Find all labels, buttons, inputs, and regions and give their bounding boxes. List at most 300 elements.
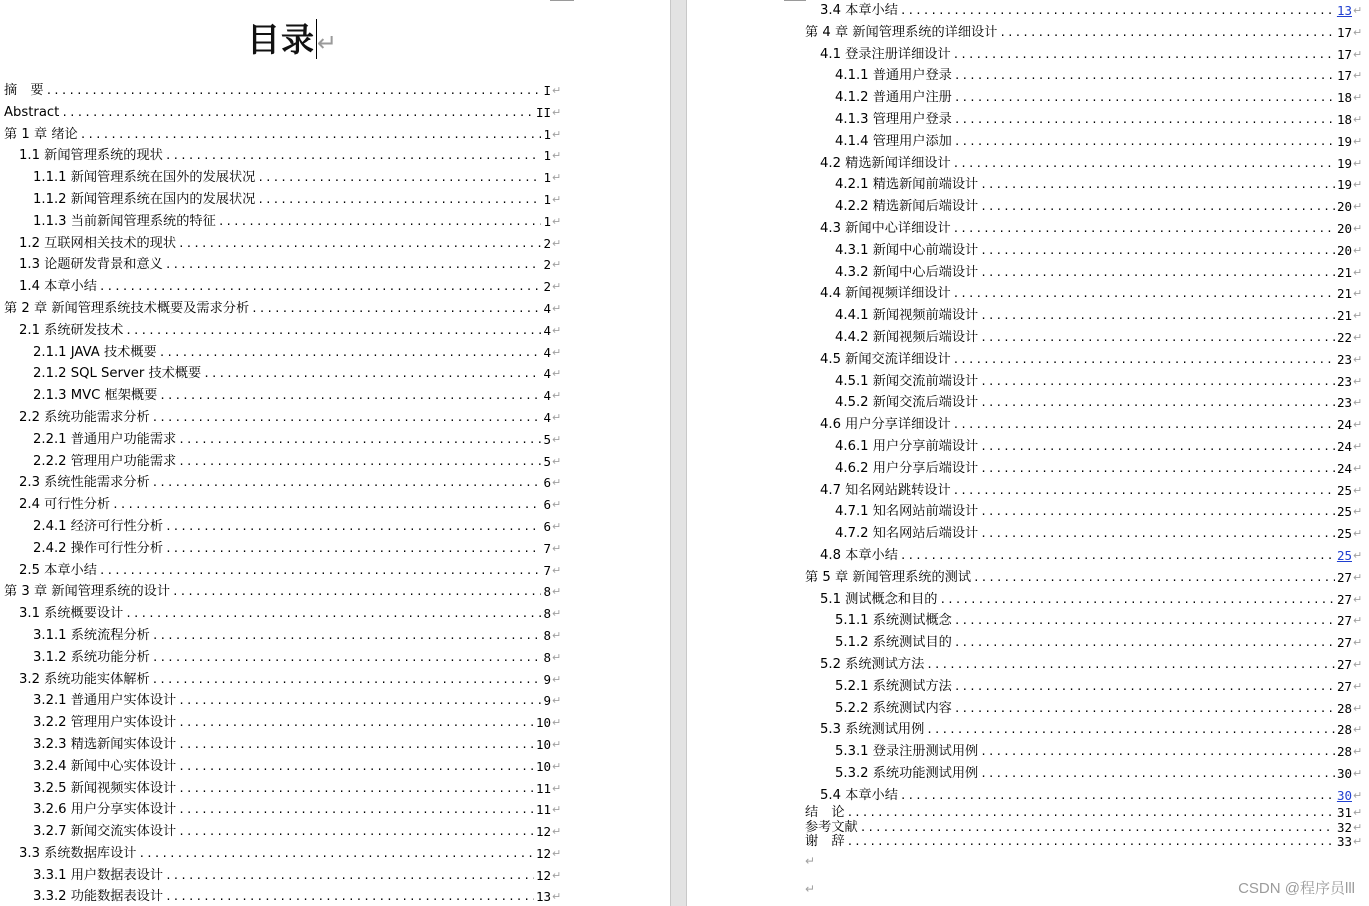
toc-entry[interactable]	[687, 196, 1369, 218]
toc-entry[interactable]	[687, 806, 1369, 820]
toc-entry-label: 2.2.1 普通用户功能需求	[33, 431, 177, 447]
paragraph-mark: ↵	[317, 29, 339, 57]
document-page-right[interactable]	[687, 0, 1369, 906]
toc-title[interactable]	[247, 14, 338, 61]
toc-page-number: 24	[1336, 460, 1352, 476]
paragraph-mark: ↵	[552, 476, 562, 490]
paragraph-mark: ↵	[1353, 47, 1363, 61]
toc-page-number: 2	[543, 235, 551, 251]
toc-entry-label: 1.1 新闻管理系统的现状	[19, 148, 163, 164]
toc-entry[interactable]	[0, 342, 670, 364]
toc-entry[interactable]	[0, 603, 670, 625]
paragraph-mark: ↵	[1353, 4, 1363, 17]
paragraph-mark: ↵	[552, 105, 562, 119]
toc-entry[interactable]	[687, 610, 1369, 632]
paragraph-mark: ↵	[552, 301, 562, 315]
toc-entry[interactable]	[0, 80, 670, 102]
toc-leader-dots	[954, 109, 1335, 131]
paragraph-mark: ↵	[1353, 570, 1363, 584]
toc-entry[interactable]	[687, 153, 1369, 175]
toc-leader-dots	[99, 276, 542, 298]
toc-entry[interactable]	[687, 283, 1369, 305]
toc-page-number: 20	[1336, 242, 1352, 258]
toc-entry-label: 2.4 可行性分析	[19, 497, 111, 513]
toc-entry-label: 4.2 精选新闻详细设计	[820, 155, 951, 171]
toc-entry[interactable]	[687, 436, 1369, 458]
toc-entry[interactable]	[0, 669, 670, 691]
paragraph-mark: ↵	[805, 854, 816, 868]
toc-entry[interactable]	[0, 102, 670, 124]
paragraph-mark: ↵	[1353, 178, 1363, 192]
toc-entry[interactable]	[687, 131, 1369, 153]
toc-leader-dots	[980, 196, 1335, 218]
paragraph-mark: ↵	[552, 84, 562, 97]
toc-page-number: 13	[535, 889, 551, 905]
toc-leader-dots	[860, 821, 1335, 835]
toc-page-number: 6	[543, 518, 551, 534]
toc-entry[interactable]	[0, 145, 670, 167]
toc-entry-label: 4.5 新闻交流详细设计	[820, 351, 951, 367]
toc-leader-dots	[980, 458, 1335, 480]
paragraph-mark: ↵	[1353, 745, 1363, 759]
toc-entry[interactable]	[687, 501, 1369, 523]
toc-page-number: 4	[543, 388, 551, 404]
toc-entry[interactable]	[687, 0, 1369, 22]
toc-page-number: 5	[543, 453, 551, 469]
paragraph-mark: ↵	[1353, 701, 1363, 715]
toc-entry[interactable]	[0, 211, 670, 233]
toc-page-number: 20	[1336, 199, 1352, 215]
paragraph-mark: ↵	[552, 149, 562, 163]
paragraph-mark: ↵	[552, 868, 562, 882]
page-corner-mark	[550, 0, 574, 1]
toc-entry[interactable]	[0, 712, 670, 734]
toc-entry-label: 4.5.2 新闻交流后端设计	[835, 395, 979, 411]
toc-entry[interactable]	[687, 632, 1369, 654]
toc-leader-dots	[980, 763, 1335, 785]
paragraph-mark: ↵	[1353, 69, 1363, 83]
paragraph-mark: ↵	[552, 585, 562, 599]
toc-entry-label: 5.2.1 系统测试方法	[835, 678, 952, 694]
toc-entry-label: 3.2.5 新闻视频实体设计	[33, 780, 177, 796]
toc-page-number: 7	[543, 562, 551, 578]
toc-page-number: 19	[1336, 177, 1352, 193]
toc-entry[interactable]	[0, 886, 670, 906]
toc-page-number: 4	[543, 300, 551, 316]
toc-leader-dots	[980, 523, 1335, 545]
paragraph-mark: ↵	[552, 541, 562, 555]
toc-entry-label: 3.2.2 管理用户实体设计	[33, 715, 177, 731]
toc-list-left	[0, 80, 670, 906]
toc-entry-label: 3.1 系统概要设计	[19, 606, 124, 622]
toc-page-number[interactable]: 30	[1336, 787, 1352, 803]
toc-entry[interactable]	[0, 320, 670, 342]
toc-entry[interactable]	[687, 371, 1369, 393]
toc-entry[interactable]	[687, 87, 1369, 109]
toc-entry[interactable]	[0, 560, 670, 582]
toc-leader-dots	[999, 22, 1335, 44]
paragraph-mark: ↵	[1353, 374, 1363, 388]
toc-leader-dots	[165, 865, 534, 887]
paragraph-mark: ↵	[552, 694, 562, 708]
toc-entry[interactable]	[0, 385, 670, 407]
toc-page-number: 4	[543, 366, 551, 382]
toc-leader-dots	[138, 843, 533, 865]
toc-leader-dots	[178, 756, 534, 778]
toc-entry-label: 4.1.1 普通用户登录	[835, 68, 952, 84]
paragraph-mark: ↵	[552, 890, 562, 904]
toc-leader-dots	[926, 719, 1335, 741]
toc-page-number: 5	[543, 431, 551, 447]
toc-leader-dots	[954, 610, 1335, 632]
toc-entry[interactable]	[687, 218, 1369, 240]
toc-leader-dots	[900, 545, 1335, 567]
paragraph-mark: ↵	[552, 454, 562, 468]
toc-leader-dots	[980, 240, 1335, 262]
toc-entry[interactable]	[0, 363, 670, 385]
toc-entry[interactable]	[0, 843, 670, 865]
paragraph-mark: ↵	[1353, 309, 1363, 323]
toc-leader-dots	[953, 414, 1335, 436]
toc-entry-label: 3.3.1 用户数据表设计	[33, 867, 164, 883]
paragraph-mark: ↵	[552, 323, 562, 337]
toc-leader-dots	[847, 835, 1335, 849]
toc-page-number: 8	[543, 606, 551, 622]
paragraph-mark: ↵	[1353, 657, 1363, 671]
toc-entry-label: 5.2.2 系统测试内容	[835, 700, 952, 716]
paragraph-mark: ↵	[1353, 25, 1363, 39]
toc-entry-label: 结 论	[805, 805, 845, 821]
paragraph-mark: ↵	[1353, 112, 1363, 126]
toc-entry-label: 4.3.2 新闻中心后端设计	[835, 264, 979, 280]
toc-entry[interactable]	[687, 741, 1369, 763]
toc-leader-dots	[46, 80, 542, 102]
toc-leader-dots	[159, 342, 542, 364]
toc-entry-label: Abstract	[4, 104, 60, 120]
toc-leader-dots	[953, 283, 1335, 305]
toc-entry[interactable]	[687, 22, 1369, 44]
toc-entry[interactable]	[0, 538, 670, 560]
toc-entry-label: 5.2 系统测试方法	[820, 656, 925, 672]
toc-page-number: 23	[1336, 395, 1352, 411]
paragraph-mark: ↵	[552, 803, 562, 817]
toc-entry-label: 摘 要	[4, 83, 44, 98]
toc-leader-dots	[159, 385, 541, 407]
toc-page-number: 10	[535, 736, 551, 752]
toc-entry[interactable]	[0, 124, 670, 146]
toc-entry-label: 2.1 系统研发技术	[19, 322, 124, 338]
toc-page-number: 25	[1336, 504, 1352, 520]
toc-leader-dots	[980, 174, 1335, 196]
toc-leader-dots	[257, 167, 541, 189]
paragraph-mark: ↵	[552, 280, 562, 294]
toc-entry-label: 4.4.1 新闻视频前端设计	[835, 308, 979, 324]
toc-page-number: 30	[1336, 765, 1352, 781]
toc-page-number: 18	[1336, 90, 1352, 106]
toc-page-number: 12	[535, 867, 551, 883]
toc-entry[interactable]	[687, 654, 1369, 676]
toc-entry-label: 1.1.2 新闻管理系统在国内的发展状况	[33, 191, 256, 207]
toc-entry-label: 3.2.7 新闻交流实体设计	[33, 824, 177, 840]
toc-page-number: 7	[543, 540, 551, 556]
paragraph-mark: ↵	[1353, 418, 1363, 432]
toc-page-number: 21	[1336, 308, 1352, 324]
toc-leader-dots	[152, 625, 542, 647]
toc-entry[interactable]	[0, 494, 670, 516]
toc-entry-label: 1.1.1 新闻管理系统在国外的发展状况	[33, 170, 256, 186]
toc-entry[interactable]	[0, 647, 670, 669]
paragraph-mark: ↵	[1353, 352, 1363, 366]
toc-entry-label: 2.2 系统功能需求分析	[19, 409, 150, 425]
toc-entry[interactable]	[687, 719, 1369, 741]
paragraph-mark: ↵	[1353, 636, 1363, 650]
toc-page-number[interactable]: 25	[1336, 547, 1352, 563]
toc-leader-dots	[178, 799, 534, 821]
toc-entry[interactable]	[687, 44, 1369, 66]
toc-entry[interactable]	[687, 567, 1369, 589]
toc-leader-dots	[980, 327, 1335, 349]
toc-page-number: 8	[543, 627, 551, 643]
toc-page-number: 2	[543, 257, 551, 273]
paragraph-mark: ↵	[552, 781, 562, 795]
toc-entry[interactable]	[687, 327, 1369, 349]
toc-entry[interactable]	[687, 109, 1369, 131]
toc-entry[interactable]	[0, 516, 670, 538]
toc-leader-dots	[152, 472, 542, 494]
toc-entry-label: 4.4.2 新闻视频后端设计	[835, 329, 979, 345]
toc-leader-dots	[953, 480, 1335, 502]
paragraph-mark: ↵	[1353, 200, 1363, 214]
toc-leader-dots	[165, 516, 541, 538]
toc-leader-dots	[172, 581, 541, 603]
toc-entry-label: 2.1.3 MVC 框架概要	[33, 388, 158, 404]
toc-entry[interactable]	[687, 763, 1369, 785]
toc-entry-label: 2.5 本章小结	[19, 562, 97, 578]
paragraph-mark: ↵	[552, 214, 562, 228]
toc-leader-dots	[980, 392, 1335, 414]
paragraph-mark: ↵	[1353, 527, 1363, 541]
toc-entry[interactable]	[0, 581, 670, 603]
toc-page-number: 28	[1336, 722, 1352, 738]
toc-entry[interactable]	[687, 523, 1369, 545]
toc-leader-dots	[165, 538, 541, 560]
toc-entry-label: 4.7.1 知名网站前端设计	[835, 504, 979, 520]
toc-entry-label: 4.7 知名网站跳转设计	[820, 482, 951, 498]
toc-page-number: 1	[543, 126, 551, 142]
toc-entry-label: 5.1 测试概念和目的	[820, 591, 938, 607]
toc-page-number: 10	[535, 758, 551, 774]
toc-entry-label: 4.5.1 新闻交流前端设计	[835, 373, 979, 389]
toc-page-number: 18	[1336, 111, 1352, 127]
toc-leader-dots	[953, 218, 1335, 240]
paragraph-mark: ↵	[552, 345, 562, 359]
toc-leader-dots	[980, 305, 1335, 327]
paragraph-mark: ↵	[552, 389, 562, 403]
paragraph-mark: ↵	[1353, 679, 1363, 693]
paragraph-mark: ↵	[552, 759, 562, 773]
toc-page-number: 1	[543, 148, 551, 164]
toc-leader-dots	[112, 494, 541, 516]
toc-entry[interactable]	[0, 778, 670, 800]
toc-entry-label: 4.2.1 精选新闻前端设计	[835, 177, 979, 193]
paragraph-mark: ↵	[552, 825, 562, 839]
toc-entry-label: 3.4 本章小结	[820, 3, 898, 18]
toc-leader-dots	[178, 712, 534, 734]
toc-entry[interactable]	[0, 690, 670, 712]
paragraph-mark: ↵	[552, 563, 562, 577]
toc-leader-dots	[980, 262, 1335, 284]
toc-entry-label: 3.1.1 系统流程分析	[33, 627, 150, 643]
toc-entry-label: 3.2 系统功能实体解析	[19, 671, 150, 687]
toc-entry[interactable]	[687, 414, 1369, 436]
toc-entry[interactable]	[0, 734, 670, 756]
toc-page-number: I	[543, 83, 551, 98]
toc-entry-label: 第 3 章 新闻管理系统的设计	[4, 584, 171, 600]
toc-leader-dots	[900, 785, 1335, 807]
paragraph-mark: ↵	[552, 192, 562, 206]
toc-page-number[interactable]: 13	[1336, 3, 1352, 18]
document-page-left[interactable]	[0, 0, 670, 906]
toc-entry[interactable]	[0, 625, 670, 647]
paragraph-mark: ↵	[552, 519, 562, 533]
paragraph-mark: ↵	[1353, 287, 1363, 301]
toc-leader-dots	[178, 233, 541, 255]
paragraph-mark: ↵	[1353, 614, 1363, 628]
toc-leader-dots	[203, 363, 541, 385]
toc-entry-label: 2.2.2 管理用户功能需求	[33, 453, 177, 469]
paragraph-mark: ↵	[1353, 483, 1363, 497]
toc-entry[interactable]	[0, 472, 670, 494]
toc-leader-dots	[178, 778, 534, 800]
toc-leader-dots	[954, 87, 1335, 109]
toc-entry[interactable]	[0, 233, 670, 255]
toc-page-number: 6	[543, 497, 551, 513]
toc-entry[interactable]	[687, 392, 1369, 414]
toc-leader-dots	[980, 741, 1335, 763]
paragraph-mark: ↵	[552, 410, 562, 424]
toc-entry[interactable]	[0, 429, 670, 451]
toc-entry[interactable]	[0, 799, 670, 821]
paragraph-mark: ↵	[1353, 221, 1363, 235]
toc-entry-label: 3.2.4 新闻中心实体设计	[33, 758, 177, 774]
toc-entry[interactable]	[687, 821, 1369, 835]
toc-entry[interactable]	[0, 167, 670, 189]
toc-entry[interactable]	[687, 480, 1369, 502]
toc-entry[interactable]	[0, 821, 670, 843]
toc-leader-dots	[980, 371, 1335, 393]
toc-entry[interactable]	[0, 865, 670, 887]
toc-entry[interactable]	[687, 698, 1369, 720]
toc-entry[interactable]	[687, 835, 1369, 849]
toc-leader-dots	[165, 145, 542, 167]
toc-leader-dots	[900, 0, 1335, 22]
paragraph-mark: ↵	[552, 236, 562, 250]
toc-entry-label: 1.4 本章小结	[19, 279, 97, 295]
toc-entry-label: 3.3 系统数据库设计	[19, 845, 137, 861]
toc-leader-dots	[152, 669, 542, 691]
toc-entry[interactable]	[687, 305, 1369, 327]
paragraph-mark: ↵	[1353, 592, 1363, 606]
toc-leader-dots	[125, 320, 541, 342]
toc-entry[interactable]	[0, 756, 670, 778]
toc-entry[interactable]	[0, 254, 670, 276]
toc-entry-label: 4.3.1 新闻中心前端设计	[835, 242, 979, 258]
toc-entry[interactable]	[687, 589, 1369, 611]
toc-leader-dots	[847, 806, 1335, 820]
toc-page-number: II	[535, 104, 551, 120]
toc-entry[interactable]	[0, 189, 670, 211]
toc-entry[interactable]	[687, 262, 1369, 284]
paragraph-mark: ↵	[1353, 820, 1363, 834]
toc-entry-label: 第 5 章 新闻管理系统的测试	[805, 569, 972, 585]
toc-entry-label: 5.3.1 登录注册测试用例	[835, 744, 979, 760]
paragraph-mark: ↵	[552, 171, 562, 185]
toc-entry[interactable]	[687, 240, 1369, 262]
toc-entry-label: 3.2.6 用户分享实体设计	[33, 802, 177, 818]
toc-entry[interactable]	[687, 458, 1369, 480]
paragraph-mark: ↵	[1353, 548, 1363, 562]
toc-page-number: 24	[1336, 438, 1352, 454]
toc-entry[interactable]	[687, 65, 1369, 87]
toc-page-number: 27	[1336, 569, 1352, 585]
toc-entry[interactable]	[687, 785, 1369, 807]
toc-page-number: 11	[535, 780, 551, 796]
toc-page-number: 23	[1336, 351, 1352, 367]
paragraph-mark: ↵	[1353, 766, 1363, 780]
paragraph-mark: ↵	[1353, 439, 1363, 453]
toc-leader-dots	[80, 124, 542, 146]
toc-page-number: 21	[1336, 264, 1352, 280]
toc-page-number: 8	[543, 649, 551, 665]
toc-entry[interactable]	[0, 451, 670, 473]
toc-entry[interactable]	[687, 349, 1369, 371]
paragraph-mark: ↵	[1353, 243, 1363, 257]
paragraph-mark: ↵	[1353, 834, 1363, 848]
toc-title-text: 目录	[247, 20, 315, 59]
paragraph-mark: ↵	[552, 716, 562, 730]
paragraph-mark: ↵	[1353, 396, 1363, 410]
toc-page-number: 4	[543, 344, 551, 360]
toc-page-number: 28	[1336, 744, 1352, 760]
toc-page-number: 27	[1336, 591, 1352, 607]
toc-leader-dots	[61, 102, 534, 124]
toc-entry-label: 4.1.3 管理用户登录	[835, 111, 952, 127]
toc-entry[interactable]	[0, 276, 670, 298]
toc-entry-label: 5.3.2 系统功能测试用例	[835, 765, 979, 781]
toc-page-number: 31	[1336, 805, 1352, 821]
toc-leader-dots	[980, 501, 1335, 523]
toc-entry-label: 2.4.1 经济可行性分析	[33, 518, 164, 534]
toc-entry[interactable]	[687, 174, 1369, 196]
paragraph-mark: ↵	[552, 367, 562, 381]
toc-entry-label: 3.1.2 系统功能分析	[33, 649, 150, 665]
toc-entry[interactable]	[687, 545, 1369, 567]
toc-page-number: 4	[543, 322, 551, 338]
toc-leader-dots	[980, 436, 1335, 458]
toc-page-number: 22	[1336, 329, 1352, 345]
toc-leader-dots	[218, 211, 542, 233]
paragraph-mark: ↵	[552, 737, 562, 751]
toc-entry[interactable]	[0, 298, 670, 320]
toc-page-number: 17	[1336, 46, 1352, 62]
toc-entry-label: 4.7.2 知名网站后端设计	[835, 526, 979, 542]
toc-page-number: 23	[1336, 373, 1352, 389]
toc-page-number: 12	[535, 845, 551, 861]
toc-entry-label: 1.1.3 当前新闻管理系统的特征	[33, 213, 216, 229]
toc-page-number: 27	[1336, 635, 1352, 651]
toc-entry[interactable]	[0, 407, 670, 429]
toc-entry[interactable]	[687, 676, 1369, 698]
